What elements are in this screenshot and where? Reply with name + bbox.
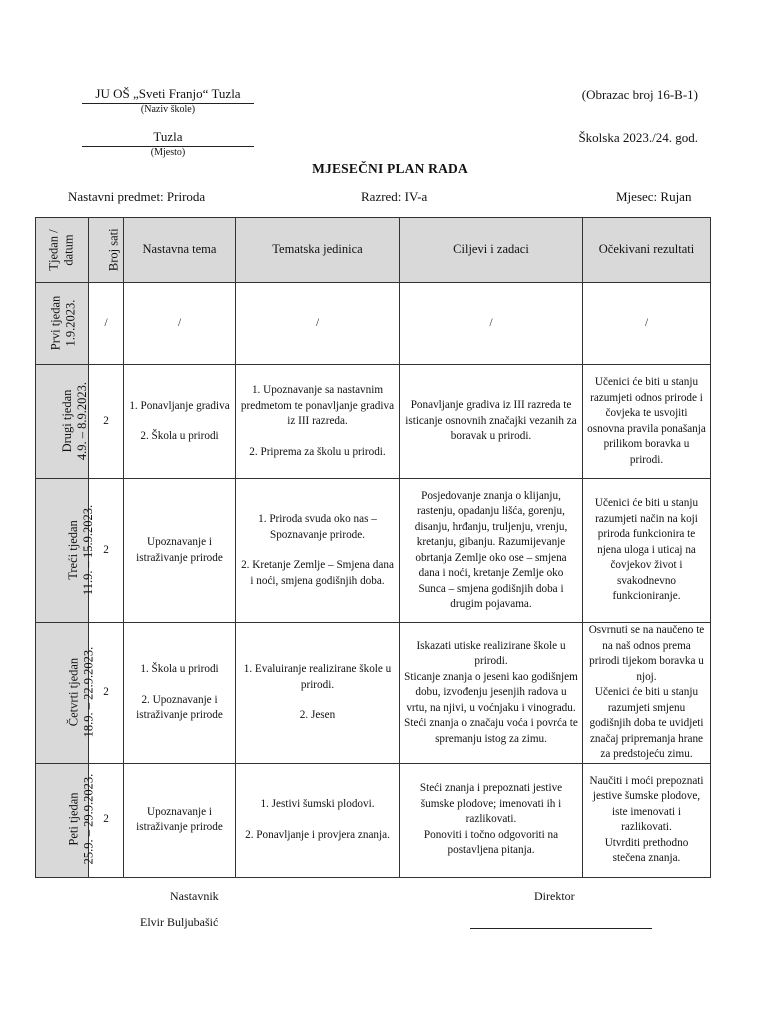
unit-text: 1. Evaluiranje realizirane škole u prirodi. — [243, 663, 392, 691]
outcomes-text: Naučiti i moći prepoznati jestive šumske plodove, iste imenovati i razlikovati. — [589, 774, 704, 833]
table-header-row — [36, 218, 711, 283]
week-cell — [36, 365, 89, 479]
hours-cell: 2 — [89, 479, 124, 623]
unit-text: 2. Ponavljanje i provjera znanja. — [245, 828, 390, 841]
monthly-plan-table — [35, 217, 711, 878]
unit-cell — [236, 365, 400, 479]
column-header-outcomes: Očekivani rezultati — [583, 218, 711, 283]
outcomes-text: Učenici će biti u stanju razumjeti odnos prirode i čovjeka te usvojiti osnovna pravila ponašanja prilikom boravka u prirodi. — [587, 376, 706, 466]
column-header-week — [36, 218, 89, 283]
unit-cell — [236, 479, 400, 623]
document-title: MJESEČNI PLAN RADA — [312, 161, 468, 176]
topic-cell — [124, 283, 236, 365]
column-header-goals: Ciljevi i zadaci — [400, 218, 583, 283]
topic-text: Upoznavanje i istraživanje prirode — [136, 536, 223, 564]
outcomes-cell — [583, 365, 711, 479]
week-date: 18.9. – 22.9.2023. — [81, 646, 96, 738]
week-name: Četvrti tjedan — [66, 657, 81, 727]
school-name: JU OŠ „Sveti Franjo“ Tuzla — [82, 86, 254, 104]
table-row — [36, 763, 711, 877]
table-row — [36, 365, 711, 479]
outcomes-cell — [583, 763, 711, 877]
goals-cell — [400, 283, 583, 365]
topic-cell — [124, 365, 236, 479]
unit-cell — [236, 623, 400, 764]
unit-text: 2. Priprema za školu u prirodi. — [249, 445, 386, 458]
hours-cell: 2 — [89, 365, 124, 479]
outcomes-cell — [583, 283, 711, 365]
director-signature-line — [470, 928, 652, 929]
week-date: 25.9. – 29.9.2023. — [81, 773, 96, 865]
column-header-hours — [89, 218, 124, 283]
teacher-label: Nastavnik — [170, 889, 219, 903]
column-header-week-line1: Tjedan / — [47, 229, 61, 271]
director-label: Direktor — [534, 889, 575, 903]
table-row — [36, 479, 711, 623]
unit-text: 1. Priroda svuda oko nas – Spoznavanje prirode. — [258, 513, 377, 541]
unit-cell — [236, 283, 400, 365]
table-row — [36, 623, 711, 764]
goals-text: Iskazati utiske realizirane škole u prirodi. — [416, 639, 566, 667]
month-label: Mjesec: Rujan — [616, 189, 692, 204]
topic-text: 1. Ponavljanje gradiva — [129, 399, 230, 412]
outcomes-text: Učenici će biti u stanju razumjeti način na koji priroda funkcionira te njena uloga i uticaj na čovjekov život i svakodnevno funkcioniranje. — [594, 497, 699, 603]
column-header-hours-label: Broj sati — [106, 228, 121, 272]
hours-cell: 2 — [89, 763, 124, 877]
column-header-unit: Tematska jedinica — [236, 218, 400, 283]
week-name: Prvi tjedan — [48, 295, 63, 351]
unit-text: 1. Upoznavanje sa nastavnim predmetom te ponavljanje gradiva iz III razreda. — [240, 384, 395, 427]
goals-text: / — [489, 316, 493, 329]
goals-text: Steći znanja i prepoznati jestive šumske plodove; imenovati ih i razlikovati. — [419, 782, 563, 826]
unit-cell — [236, 763, 400, 877]
goals-cell — [400, 365, 583, 479]
topic-text: Upoznavanje i istraživanje prirode — [136, 805, 223, 833]
unit-text: 2. Kretanje Zemlje – Smjena dana i noći, smjena godišnjih doba. — [241, 559, 394, 587]
week-name: Drugi tjedan — [60, 389, 75, 453]
school-year: Školska 2023./24. god. — [578, 130, 698, 145]
grade-label: Razred: IV-a — [361, 189, 428, 204]
week-name: Peti tjedan — [66, 792, 81, 846]
week-date: 11.9. – 15.9.2023. — [81, 504, 96, 595]
goals-text: Sticanje znanja o jeseni kao godišnjem dobu, izvođenju jesenjih radova u vrtu, na njivi, u voćnjaku i vinogradu. Steći znanja o značaju voća i povrća te spremanju istog za zimu. — [404, 670, 578, 745]
week-cell — [36, 283, 89, 365]
unit-text: 2. Jesen — [299, 709, 336, 721]
week-date: 4.9. – 8.9.2023. — [75, 381, 90, 460]
hours-cell: / — [89, 283, 124, 365]
subject-label: Nastavni predmet: Priroda — [68, 189, 206, 204]
city-caption: (Mjesto) — [150, 147, 186, 158]
column-header-week-line2: datum — [62, 234, 76, 266]
outcomes-cell — [583, 479, 711, 623]
hours-cell: 2 — [89, 623, 124, 764]
topic-text: 1. Škola u prirodi — [140, 663, 219, 675]
unit-text: 1. Jestivi šumski plodovi. — [260, 798, 375, 810]
goals-text: Ponavljanje gradiva iz III razreda te isticanje osnovnih značajki vezanih za boravak u prirodi. — [405, 399, 577, 443]
goals-text: Ponoviti i točno odgovoriti na postavljena pitanja. — [423, 828, 559, 857]
outcomes-text: / — [644, 316, 649, 329]
week-name: Treći tjedan — [66, 519, 81, 580]
week-cell — [36, 623, 96, 764]
goals-cell — [400, 623, 583, 764]
topic-text: 2. Upoznavanje i istraživanje prirode — [136, 693, 223, 721]
goals-cell — [400, 479, 583, 623]
outcomes-text: Učenici će biti u stanju razumjeti smjenu godišnjih doba te uvidjeti značaj pripremanja hrane za predstojeću zimu. — [589, 686, 704, 760]
goals-text: Posjedovanje znanja o klijanju, rastenju, opadanju lišća, gorenju, disanju, hrđanju, truljenju, vrenju, kretanju, gibanju. Razumijevanje obrtanja Zemlje oko ose – smjena dana i noći, kretanje Zemlje oko Sunca – smjena godišnjih doba i drugim pojavama. — [414, 489, 568, 610]
week-cell — [36, 763, 96, 877]
unit-text: / — [315, 316, 320, 329]
school-name-caption: (Naziv škole) — [140, 104, 196, 115]
column-header-topic: Nastavna tema — [124, 218, 236, 283]
topic-cell — [124, 623, 236, 764]
outcomes-text: Utvrditi prethodno stečena znanja. — [604, 836, 689, 864]
outcomes-cell — [583, 623, 711, 764]
topic-cell — [124, 763, 236, 877]
form-number: (Obrazac broj 16-B-1) — [581, 87, 698, 102]
outcomes-text: Osvrnuti se na naučeno te na naš odnos prema prirodi tijekom boravka u njoj. — [588, 624, 705, 683]
teacher-name: Elvir Buljubašić — [140, 915, 219, 929]
topic-text: 2. Škola u prirodi — [140, 430, 219, 442]
topic-cell — [124, 479, 236, 623]
table-row — [36, 283, 711, 365]
topic-text: / — [177, 316, 182, 329]
week-cell — [36, 479, 96, 623]
week-date: 1.9.2023. — [63, 299, 78, 347]
city-name: Tuzla — [82, 129, 254, 147]
goals-cell — [400, 763, 583, 877]
